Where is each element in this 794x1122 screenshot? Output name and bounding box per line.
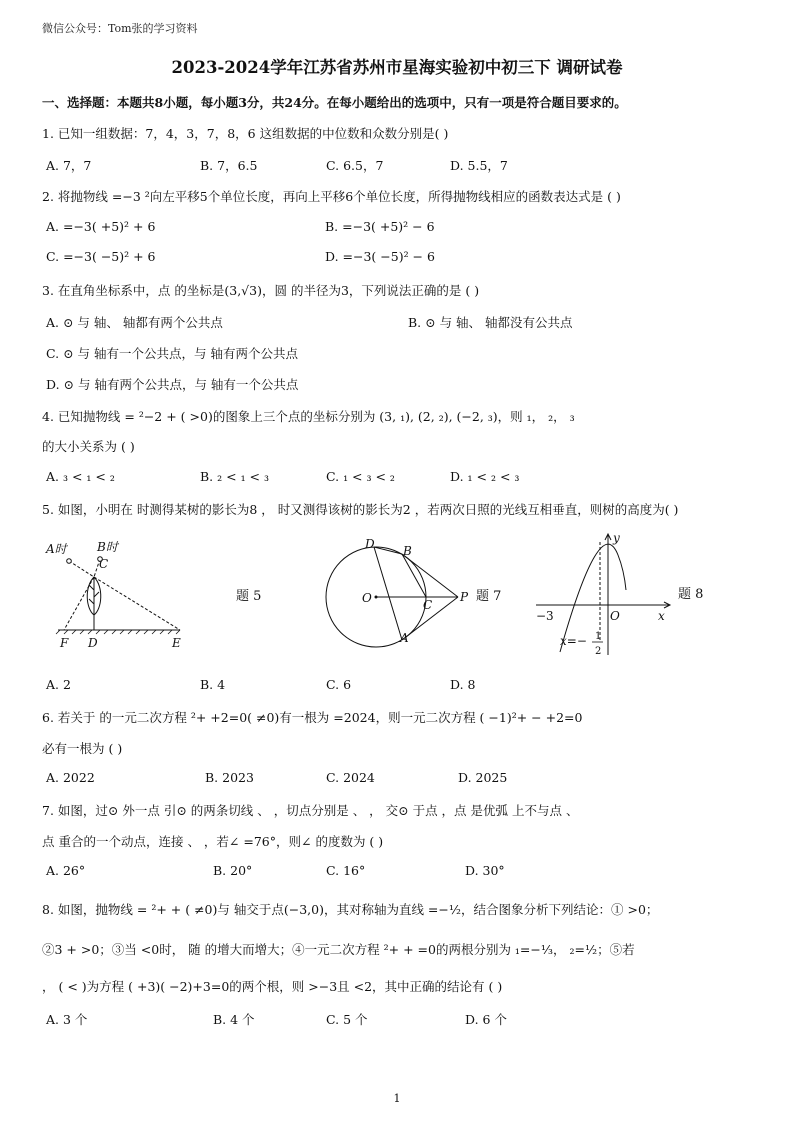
question-6-stem-cont: 必有一根为 ( ) xyxy=(42,741,123,756)
q7-option-c: C. 16° xyxy=(326,863,366,878)
figure-5-tree-shadow xyxy=(40,535,280,655)
question-6-stem: 6. 若关于 的一元二次方程 ²+ +2=0( ≠0)有一根为 =2024，则一元二次方程 ( −1)²+ − +2=0 xyxy=(42,710,583,725)
q7-option-d: D. 30° xyxy=(465,863,505,878)
q8-option-b: B. 4 个 xyxy=(213,1012,255,1027)
fig5-label-b: B时 xyxy=(97,540,118,554)
question-1-stem: 1. 已知一组数据：7，4，3，7，8，6 这组数据的中位数和众数分别是( ) xyxy=(42,126,449,141)
q5-option-d: D. 8 xyxy=(450,677,476,692)
fig7-label-p: P xyxy=(460,590,469,604)
q5-option-c: C. 6 xyxy=(326,677,352,692)
fig7-label-a: A xyxy=(400,631,409,645)
fig8-frac-den: 2 xyxy=(595,646,602,657)
fig5-label-e: E xyxy=(172,636,181,650)
fig5-label-f: F xyxy=(60,636,69,650)
q2-option-c: C. =−3( −5)² + 6 xyxy=(46,249,156,264)
q2-option-a: A. =−3( +5)² + 6 xyxy=(46,219,156,234)
page-number: 1 xyxy=(393,1092,401,1105)
q1-option-b: B. 7，6.5 xyxy=(200,158,258,173)
question-8-stem-cont2: ， ( < )为方程 ( +3)( −2)+3=0的两个根，则 >−3且 <2，其中正确的结论有 ( ) xyxy=(42,979,503,994)
q5-option-a: A. 2 xyxy=(46,677,71,692)
q4-option-d: D. ₁ < ₂ < ₃ xyxy=(450,469,520,484)
question-4-stem: 4. 已知抛物线 = ²−2 + ( >0)的图象上三个点的坐标分别为 (3, ₁), (2, ₂), (−2, ₃)，则 ₁， ₂， ₃ xyxy=(42,409,575,424)
fig5-label-a: A时 xyxy=(46,542,67,556)
question-3-stem: 3. 在直角坐标系中，点 的坐标是(3,√3)，圆 的半径为3，下列说法正确的是 ( ) xyxy=(42,283,480,298)
question-2-stem: 2. 将抛物线 =−3 ²向左平移5个单位长度，再向上平移6个单位长度，所得抛物线相应的函数表达式是 ( ) xyxy=(42,189,621,204)
q3-option-a: A. ⊙ 与 轴、 轴都有两个公共点 xyxy=(46,315,223,330)
q8-option-d: D. 6 个 xyxy=(465,1012,507,1027)
q4-option-a: A. ₃ < ₁ < ₂ xyxy=(46,469,115,484)
q1-option-c: C. 6.5，7 xyxy=(326,158,384,173)
fig8-axis-label: x=− xyxy=(560,634,587,648)
fig7-label-c: C xyxy=(423,598,433,612)
q1-option-a: A. 7，7 xyxy=(46,158,92,173)
section-heading: 一、选择题：本题共8小题，每小题3分，共24分。在每小题给出的选项中，只有一项是符合题目要求的。 xyxy=(42,95,627,110)
fig8-label-neg3: −3 xyxy=(536,609,554,623)
fig8-label-o: O xyxy=(610,609,620,623)
q6-option-c: C. 2024 xyxy=(326,770,375,785)
fig7-label-d: D xyxy=(365,537,375,551)
q2-option-d: D. =−3( −5)² − 6 xyxy=(325,249,435,264)
q6-option-a: A. 2022 xyxy=(46,770,95,785)
fig7-label-b: B xyxy=(403,544,412,558)
fig8-label-y: y xyxy=(613,531,620,545)
fig5-label-c: C xyxy=(99,557,109,571)
figure-7-circle-tangents xyxy=(318,535,518,655)
question-5-stem: 5. 如图，小明在 时测得某树的影长为8 ， 时又测得该树的影长为2 ，若两次日照的光线互相垂直，则树的高度为( ) xyxy=(42,502,679,517)
question-4-stem-cont: 的大小关系为 ( ) xyxy=(42,439,135,454)
fig8-label-x: x xyxy=(658,609,665,623)
q1-option-d: D. 5.5，7 xyxy=(450,158,508,173)
fig8-caption: 题 8 xyxy=(678,587,704,602)
q3-option-b: B. ⊙ 与 轴、 轴都没有公共点 xyxy=(408,315,573,330)
fig5-caption: 题 5 xyxy=(236,589,262,604)
q7-option-a: A. 26° xyxy=(46,863,86,878)
question-8-stem: 8. 如图，抛物线 = ²+ + ( ≠0)与 轴交于点(−3,0)，其对称轴为直线 =−½，结合图象分析下列结论：① >0； xyxy=(42,902,659,917)
fig7-caption: 题 7 xyxy=(476,589,502,604)
fig5-label-d: D xyxy=(88,636,98,650)
q6-option-d: D. 2025 xyxy=(458,770,508,785)
q3-option-c: C. ⊙ 与 轴有一个公共点，与 轴有两个公共点 xyxy=(46,346,298,361)
q8-option-c: C. 5 个 xyxy=(326,1012,368,1027)
q6-option-b: B. 2023 xyxy=(205,770,254,785)
fig7-label-o: O xyxy=(362,591,372,605)
q4-option-b: B. ₂ < ₁ < ₃ xyxy=(200,469,270,484)
q3-option-d: D. ⊙ 与 轴有两个公共点，与 轴有一个公共点 xyxy=(46,377,299,392)
fig8-frac-num: 1 xyxy=(595,631,602,642)
q4-option-c: C. ₁ < ₃ < ₂ xyxy=(326,469,395,484)
page-header: 微信公众号：Tom张的学习资料 xyxy=(42,22,198,35)
figure-8-parabola xyxy=(530,530,730,660)
q2-option-b: B. =−3( +5)² − 6 xyxy=(325,219,435,234)
question-7-stem: 7. 如图，过⊙ 外一点 引⊙ 的两条切线 、 ，切点分别是 、 ， 交⊙ 于点 ，点 是优弧 上不与点 、 xyxy=(42,803,579,818)
q7-option-b: B. 20° xyxy=(213,863,253,878)
q5-option-b: B. 4 xyxy=(200,677,226,692)
exam-title: 2023-2024学年江苏省苏州市星海实验初中初三下 调研试卷 xyxy=(171,58,623,77)
question-8-stem-cont1: ②3 + >0；③当 <0时， 随 的增大而增大；④一元二次方程 ²+ + =0的两根分别为 ₁=−⅓， ₂=½；⑤若 xyxy=(42,942,635,957)
question-7-stem-cont: 点 重合的一个动点，连接 、 ，若∠ =76°，则∠ 的度数为 ( ) xyxy=(42,834,384,849)
q8-option-a: A. 3 个 xyxy=(46,1012,88,1027)
